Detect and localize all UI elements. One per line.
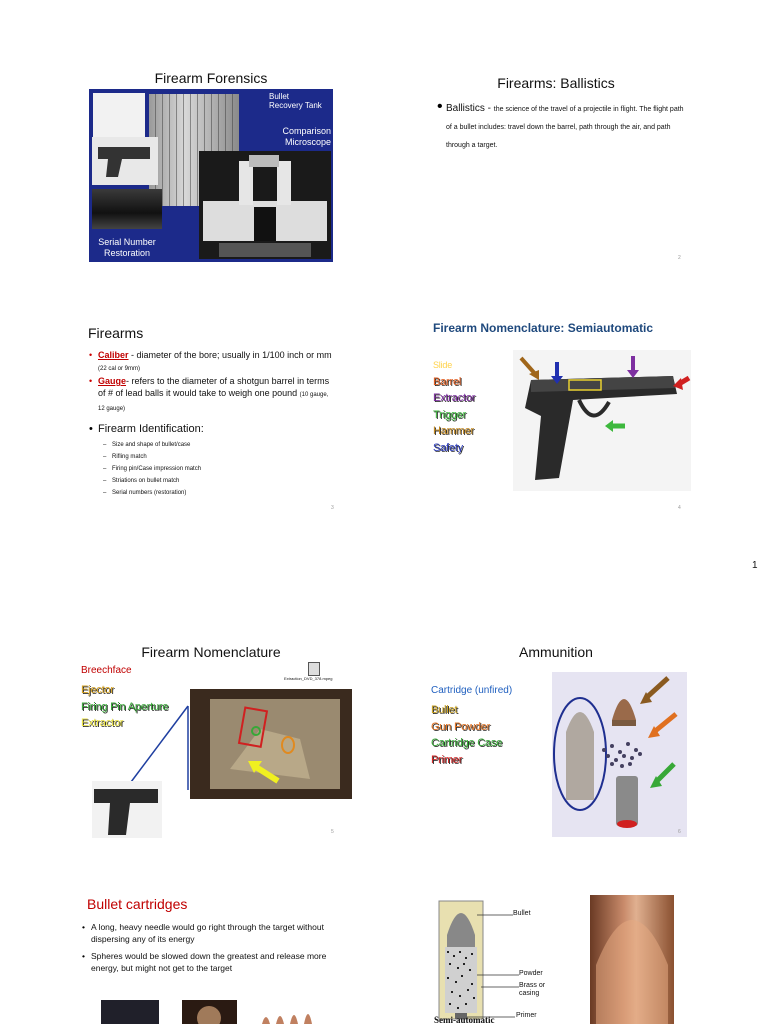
slide7-bullet-2: • Spheres would be slowed down the greatest and release more energy, but might not get to the target bbox=[91, 950, 339, 974]
id-heading: • Firearm Identification: bbox=[98, 423, 204, 435]
id-item: – Size and shape of bullet/case bbox=[112, 439, 332, 451]
part-cartridge-case: Cartridge Case bbox=[431, 737, 503, 749]
serial-image bbox=[92, 189, 162, 229]
pistol-image bbox=[92, 137, 158, 185]
slide4-title: Firearm Nomenclature: Semiautomatic bbox=[433, 321, 654, 335]
diagram-label-primer: Primer bbox=[516, 1012, 537, 1019]
ballistics-term: Ballistics - bbox=[446, 103, 494, 114]
bullets-row-image bbox=[258, 1000, 318, 1024]
caliber-note: (22 cal or 9mm) bbox=[98, 366, 141, 372]
ballistics-def: the science of the travel of a projectile in flight. The flight path of a bullet includes: travel down the barrel, path through the air, and path through a target. bbox=[446, 106, 684, 149]
gauge-bullet bbox=[98, 375, 334, 415]
page-number: 1 bbox=[752, 560, 758, 571]
cartridge-diagram bbox=[433, 895, 555, 1024]
cartridge-exploded-image bbox=[552, 672, 687, 837]
slide6-page: 6 bbox=[678, 829, 681, 835]
part-extractor-5: Extractor bbox=[81, 717, 124, 729]
label-breechface: Breechface bbox=[81, 665, 132, 676]
gauge-note: (10 gauge, 12 gauge) bbox=[98, 392, 329, 412]
slide4-parts bbox=[433, 357, 475, 456]
caliber-term: Caliber bbox=[98, 350, 129, 360]
diagram-label-powder: Powder bbox=[519, 970, 543, 977]
slide7-title: Bullet cartridges bbox=[87, 896, 188, 912]
breechface-closeup-image bbox=[190, 689, 352, 799]
slide6-title: Ammunition bbox=[519, 644, 593, 660]
slide2-title: Firearms: Ballistics bbox=[497, 75, 615, 91]
pistol-side-image bbox=[92, 781, 162, 838]
part-firing-pin-aperture: Firing Pin Aperture bbox=[81, 700, 169, 713]
part-hammer: Hammer bbox=[433, 425, 474, 437]
copper-bullet-image bbox=[590, 895, 674, 1024]
slide3-title: Firearms bbox=[88, 325, 144, 341]
caliber-text: - diameter of the bore; usually in 1/100 inch or mm bbox=[128, 350, 332, 360]
semiauto-pistol-image bbox=[513, 350, 691, 491]
id-item: – Firing pin/Case impression match bbox=[112, 463, 332, 475]
id-item: – Striations on bullet match bbox=[112, 475, 332, 487]
tank-label: Bullet Recovery Tank bbox=[269, 92, 322, 110]
serial-label: Serial Number Restoration bbox=[98, 237, 156, 258]
diagram-label-bullet: Bullet bbox=[513, 910, 531, 917]
slide7-bullet-1: • A long, heavy needle would go right through the target without dispersing any of its energy bbox=[91, 921, 339, 945]
needle-image bbox=[101, 1000, 159, 1024]
id-item: – Serial numbers (restoration) bbox=[112, 487, 332, 499]
id-item: – Rifling match bbox=[112, 451, 332, 463]
slide6-subtitle: Cartridge (unfired) bbox=[431, 685, 513, 696]
slide3-page: 3 bbox=[331, 505, 334, 511]
part-trigger: Trigger bbox=[433, 408, 467, 421]
part-bullet: Bullet bbox=[431, 704, 458, 716]
caliber-bullet bbox=[98, 349, 334, 375]
slide1-title: Firearm Forensics bbox=[154, 70, 268, 86]
gauge-text: - refers to the diameter of a shotgun barrel in terms of # of lead balls it would take to weigh one pound bbox=[98, 376, 330, 398]
slide5-page: 5 bbox=[331, 829, 334, 835]
video-file-icon[interactable] bbox=[308, 662, 320, 676]
sphere-image bbox=[182, 1000, 237, 1024]
microscope-label: Comparison Microscope bbox=[282, 126, 331, 147]
video-file-label[interactable]: Extraction_DVD_378.mpeg bbox=[284, 676, 333, 681]
room-image bbox=[93, 93, 145, 137]
part-safety: Safety bbox=[433, 441, 463, 454]
pointer-lines bbox=[100, 700, 200, 790]
gauge-term: Gauge bbox=[98, 376, 127, 386]
part-gun-powder: Gun Powder bbox=[431, 720, 491, 733]
microscope-image bbox=[199, 151, 331, 259]
slide2-page: 2 bbox=[678, 255, 681, 261]
slide4-page: 4 bbox=[678, 505, 681, 511]
part-extractor: Extractor bbox=[433, 392, 476, 404]
slide6-parts bbox=[431, 702, 502, 768]
slide5-title: Firearm Nomenclature bbox=[141, 644, 281, 660]
id-list bbox=[112, 439, 332, 499]
part-barrel: Barrel bbox=[433, 375, 462, 388]
slide2-bullet bbox=[446, 98, 686, 152]
slide1-forensics-photo bbox=[89, 89, 333, 262]
part-primer: Primer bbox=[431, 753, 463, 766]
diagram-caption: Semi-automatic bbox=[434, 1015, 495, 1025]
part-ejector: Ejector bbox=[81, 684, 114, 696]
part-slide: Slide bbox=[433, 360, 453, 370]
diagram-label-brass: Brass or casing bbox=[519, 982, 546, 997]
